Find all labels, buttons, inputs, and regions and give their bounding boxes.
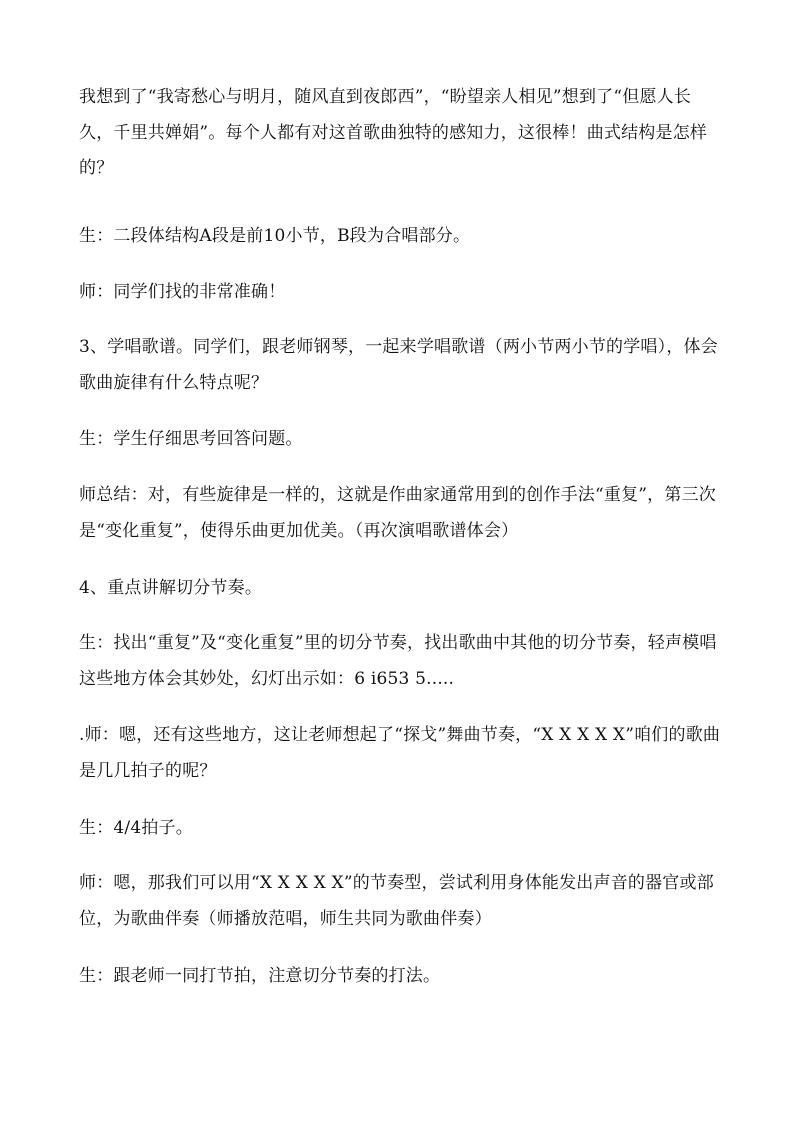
paragraph-12: 生：跟老师一同打节拍，注意切分节奏的打法。: [79, 966, 441, 986]
paragraph-1: 我想到了“我寄愁心与明月，随风直到夜郎西”，“盼望亲人相见”想到了“但愿人长久，千里共婵娟”。每个人都有对这首歌曲独特的感知力，这很棒！曲式结构是怎样的？: [79, 87, 708, 178]
paragraph-6: 师总结：对，有些旋律是一样的，这就是作曲家通常用到的创作手法“重复”，第三次是“变化重复”，使得乐曲更加优美。（再次演唱歌谱体会）: [79, 485, 716, 541]
paragraph-5: 生：学生仔细思考回答问题。: [79, 429, 303, 449]
paragraph-2: 生：二段体结构A段是前10小节，B段为合唱部分。: [79, 226, 471, 246]
paragraph-3: 师：同学们找的非常准确！: [79, 282, 286, 302]
paragraph-10: 生：4/4拍子。: [79, 818, 193, 838]
paragraph-11: 师：嗯，那我们可以用“X X X X X”的节奏型，尝试利用身体能发出声音的器官或部位，为歌曲伴奏（师播放范唱，师生共同为歌曲伴奏）: [79, 873, 714, 929]
paragraph-4: 3、学唱歌谱。同学们，跟老师钢琴，一起来学唱歌谱（两小节两小节的学唱），体会歌曲旋律有什么特点呢？: [79, 337, 718, 393]
paragraph-9: .师：嗯，还有这些地方，这让老师想起了“探戈”舞曲节奏，“X X X X X”咱们的歌曲是几几拍子的呢？: [79, 725, 721, 781]
paragraph-8: 生：找出“重复”及“变化重复”里的切分节奏，找出歌曲中其他的切分节奏，轻声模唱这些地方体会其妙处，幻灯出示如：6 i653 5.....: [79, 633, 717, 689]
paragraph-7: 4、重点讲解切分节奏。: [79, 578, 263, 598]
